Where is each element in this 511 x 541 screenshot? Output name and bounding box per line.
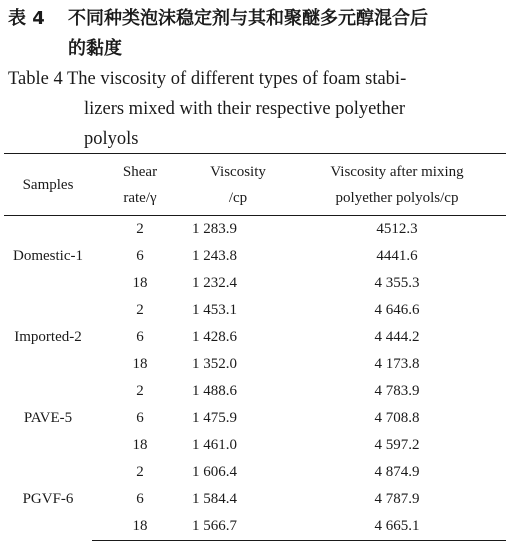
viscosity-cell: 1 461.0 <box>192 437 237 453</box>
mixed-viscosity-cell: 4 355.3 <box>374 275 420 291</box>
mixed-viscosity-cell: 4 173.8 <box>374 356 420 372</box>
mixed-viscosity-cell: 4 783.9 <box>374 383 420 399</box>
mixed-viscosity-cell: 4 597.2 <box>374 437 420 453</box>
caption-english <box>8 64 504 154</box>
mixed-viscosity-cell: 4 708.8 <box>374 410 420 426</box>
viscosity-cell: 1 352.0 <box>192 356 237 372</box>
caption-en-line2: lizers mixed with their respective polyether <box>84 99 406 119</box>
caption-en-line1: Table 4 The viscosity of different types of foam stabi- <box>8 69 407 89</box>
viscosity-cell: 1 232.4 <box>192 275 237 291</box>
sample-name: Imported-2 <box>14 329 82 345</box>
shear-rate-cell: 18 <box>92 513 188 541</box>
viscosity-cell: 1 488.6 <box>192 383 237 399</box>
viscosity-cell: 1 453.1 <box>192 302 237 318</box>
shear-rate-cell: 18 <box>132 437 148 453</box>
shear-rate-cell: 6 <box>136 410 144 426</box>
table-header-row <box>4 154 506 216</box>
mixed-viscosity-cell: 4 646.6 <box>374 302 420 318</box>
viscosity-cell: 1 606.4 <box>192 464 237 480</box>
table-label-cn: 表 4 <box>8 8 45 29</box>
shear-rate-cell: 2 <box>136 221 144 237</box>
header-samples: Samples <box>4 154 92 216</box>
sample-name: Domestic-1 <box>13 248 83 264</box>
table-row <box>4 297 506 324</box>
shear-rate-cell: 2 <box>136 302 144 318</box>
viscosity-table <box>4 153 506 541</box>
mixed-viscosity-cell: 4 444.2 <box>374 329 420 345</box>
shear-rate-cell: 18 <box>132 356 148 372</box>
mixed-viscosity-cell: 4 665.1 <box>288 513 506 541</box>
shear-rate-cell: 2 <box>136 464 144 480</box>
sample-name: PGVF-6 <box>22 491 74 508</box>
viscosity-cell: 1 243.8 <box>192 248 237 264</box>
header-viscosity-mixed: Viscosity after mixing polyether polyols/cp <box>288 154 506 216</box>
viscosity-cell: 1 584.4 <box>192 491 237 507</box>
caption-chinese <box>8 4 504 64</box>
shear-rate-cell: 18 <box>132 275 148 291</box>
table-row <box>4 378 506 405</box>
table-row <box>4 459 506 486</box>
viscosity-cell: 1 475.9 <box>192 410 237 426</box>
table-row <box>4 216 506 244</box>
shear-rate-cell: 6 <box>136 329 144 345</box>
viscosity-cell: 1 566.7 <box>188 513 288 541</box>
mixed-viscosity-cell: 4 787.9 <box>374 491 420 507</box>
caption-cn-line2: 的黏度 <box>68 38 122 59</box>
caption-cn-line1: 不同种类泡沫稳定剂与其和聚醚多元醇混合后 <box>68 8 428 29</box>
mixed-viscosity-cell: 4 874.9 <box>374 464 420 480</box>
header-viscosity: Viscosity /cp <box>188 154 288 216</box>
mixed-viscosity-cell: 4441.6 <box>376 248 418 264</box>
header-shear-rate: Shear rate/γ <box>92 154 188 216</box>
mixed-viscosity-cell: 4512.3 <box>376 221 418 237</box>
viscosity-cell: 1 283.9 <box>192 221 237 237</box>
shear-rate-cell: 6 <box>136 248 144 264</box>
shear-rate-cell: 6 <box>136 491 144 507</box>
shear-rate-cell: 2 <box>136 383 144 399</box>
viscosity-cell: 1 428.6 <box>192 329 237 345</box>
caption-en-line3: polyols <box>84 129 139 149</box>
sample-name: PAVE-5 <box>23 410 73 426</box>
